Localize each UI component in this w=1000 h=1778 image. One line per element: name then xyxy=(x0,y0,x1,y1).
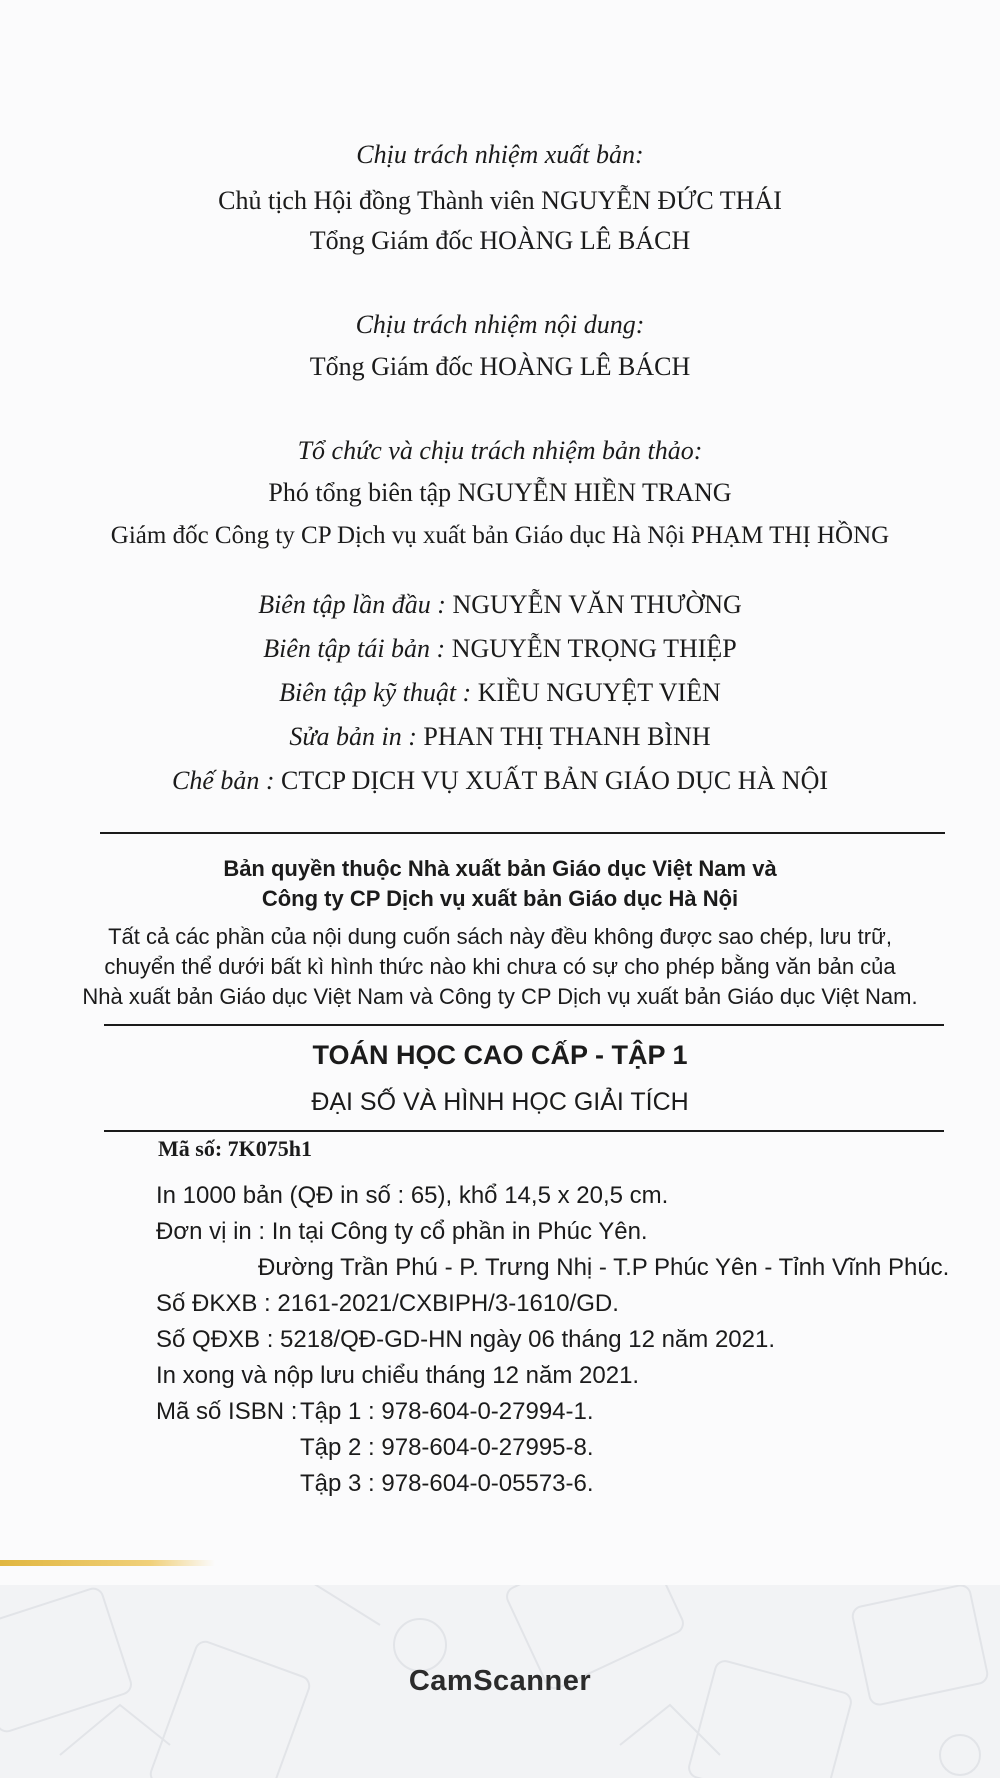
deposit-line: In xong và nộp lưu chiểu tháng 12 năm 2021. xyxy=(156,1362,640,1389)
watermark-footer xyxy=(0,1585,1000,1778)
printer-address: Đường Trần Phú - P. Trưng Nhị - T.P Phúc Yên - Tỉnh Vĩnh Phúc. xyxy=(258,1254,950,1281)
editor-label: Chế bản : xyxy=(171,766,275,795)
editor-value: PHAN THỊ THANH BÌNH xyxy=(423,722,711,751)
editor-label: Biên tập tái bản : xyxy=(263,634,446,663)
copyright-notice-2: chuyển thể dưới bất kì hình thức nào khi chưa có sự cho phép bằng văn bản của xyxy=(104,954,896,979)
resp-content-label: Chịu trách nhiệm nội dung: xyxy=(355,310,645,339)
editor-value: KIỀU NGUYỆT VIÊN xyxy=(477,678,721,707)
editor-label: Biên tập kỹ thuật : xyxy=(279,678,472,707)
divider xyxy=(104,1024,944,1026)
deputy-editor-line: Phó tổng biên tập NGUYỄN HIỀN TRANG xyxy=(268,478,732,507)
copyright-line-1: Bản quyền thuộc Nhà xuất bản Giáo dục Việt Nam và xyxy=(223,856,777,881)
resp-manuscript-label: Tổ chức và chịu trách nhiệm bản thảo: xyxy=(297,436,703,465)
company-director-line: Giám đốc Công ty CP Dịch vụ xuất bản Giáo dục Hà Nội PHẠM THỊ HỒNG xyxy=(110,522,890,549)
divider xyxy=(100,832,945,834)
registration-number: Số ĐKXB : 2161-2021/CXBIPH/3-1610/GD. xyxy=(156,1290,619,1317)
copyright-line-2: Công ty CP Dịch vụ xuất bản Giáo dục Hà Nội xyxy=(261,886,739,911)
resp-publish-label: Chịu trách nhiệm xuất bản: xyxy=(356,140,644,169)
editor-value: CTCP DỊCH VỤ XUẤT BẢN GIÁO DỤC HÀ NỘI xyxy=(281,766,829,795)
printer: Đơn vị in : In tại Công ty cổ phần in Phúc Yên. xyxy=(156,1218,648,1245)
content-director-line: Tổng Giám đốc HOÀNG LÊ BÁCH xyxy=(309,352,691,381)
editor-value: NGUYỄN TRỌNG THIỆP xyxy=(451,634,737,663)
print-run: In 1000 bản (QĐ in số : 65), khổ 14,5 x 20,5 cm. xyxy=(156,1182,669,1209)
divider xyxy=(104,1130,944,1132)
product-code: Mã số: 7K075h1 xyxy=(158,1136,312,1161)
editor-value: NGUYỄN VĂN THƯỜNG xyxy=(452,590,742,619)
book-subtitle: ĐẠI SỐ VÀ HÌNH HỌC GIẢI TÍCH xyxy=(311,1088,689,1116)
editor-row xyxy=(0,722,1000,752)
isbn-volume-1: Tập 1 : 978-604-0-27994-1. xyxy=(300,1398,594,1425)
director-line: Tổng Giám đốc HOÀNG LÊ BÁCH xyxy=(309,226,691,255)
decision-number: Số QĐXB : 5218/QĐ-GD-HN ngày 06 tháng 12 năm 2021. xyxy=(156,1326,775,1353)
copyright-notice-3: Nhà xuất bản Giáo dục Việt Nam và Công ty CP Dịch vụ xuất bản Giáo dục Việt Nam. xyxy=(82,984,918,1009)
book-title: TOÁN HỌC CAO CẤP - TẬP 1 xyxy=(312,1040,688,1070)
editor-row xyxy=(0,766,1000,796)
page-edge-shadow xyxy=(0,1560,215,1566)
isbn-volume-2: Tập 2 : 978-604-0-27995-8. xyxy=(300,1434,594,1461)
editor-row xyxy=(0,590,1000,620)
editor-row xyxy=(0,634,1000,664)
chairman-line: Chủ tịch Hội đồng Thành viên NGUYỄN ĐỨC THÁI xyxy=(218,186,782,215)
isbn-volume-3: Tập 3 : 978-604-0-05573-6. xyxy=(300,1470,594,1497)
isbn-label: Mã số ISBN : xyxy=(156,1398,298,1425)
copyright-notice-1: Tất cả các phần của nội dung cuốn sách này đều không được sao chép, lưu trữ, xyxy=(108,924,892,949)
editor-label: Biên tập lần đầu : xyxy=(258,590,446,619)
editor-row xyxy=(0,678,1000,708)
brand-wordmark: CamScanner xyxy=(408,1665,592,1697)
editor-label: Sửa bản in : xyxy=(289,722,417,751)
